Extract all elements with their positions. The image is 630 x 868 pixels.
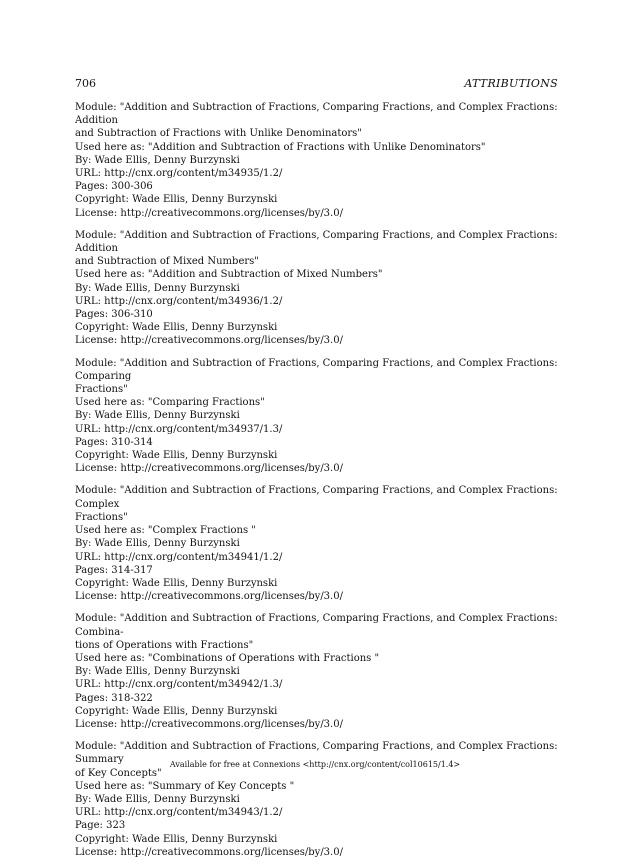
module-line: Fractions" — [75, 511, 128, 523]
copyright: Copyright: Wade Ellis, Denny Burzynski — [75, 577, 278, 589]
module-line: and Subtraction of Mixed Numbers" — [75, 256, 259, 268]
module-line: Module: "Addition and Subtraction of Fractions, Comparing Fractions, and Complex Fractions: Addition — [75, 102, 558, 127]
running-title: ATTRIBUTIONS — [464, 77, 558, 90]
attribution-list — [75, 101, 558, 868]
page-range: Pages: 306-310 — [75, 309, 153, 321]
authors: By: Wade Ellis, Denny Burzynski — [75, 410, 240, 422]
page-header — [75, 77, 558, 93]
copyright: Copyright: Wade Ellis, Denny Burzynski — [75, 450, 278, 462]
page-footer: Available for free at Connexions <http://cnx.org/content/col10615/1.4> — [169, 760, 461, 769]
module-line: and Subtraction of Fractions with Unlike Denominators" — [75, 128, 362, 140]
authors: By: Wade Ellis, Denny Burzynski — [75, 538, 240, 550]
copyright: Copyright: Wade Ellis, Denny Burzynski — [75, 833, 278, 845]
used-here-as: Used here as: "Addition and Subtraction of Fractions with Unlike Denominators" — [75, 141, 486, 153]
module-url: URL: http://cnx.org/content/m34935/1.2/ — [75, 168, 283, 180]
license: License: http://creativecommons.org/licenses/by/3.0/ — [75, 207, 343, 219]
module-url: URL: http://cnx.org/content/m34937/1.3/ — [75, 423, 283, 435]
module-line: Module: "Addition and Subtraction of Fractions, Comparing Fractions, and Complex Fractions: Addition — [75, 229, 558, 255]
attribution-entry — [75, 612, 558, 731]
module-line: Module: "Addition and Subtraction of Fractions, Comparing Fractions, and Complex Fractions: Combina- — [75, 613, 558, 638]
attribution-entry — [75, 357, 558, 476]
attribution-entry — [75, 229, 558, 348]
copyright: Copyright: Wade Ellis, Denny Burzynski — [75, 322, 278, 334]
authors: By: Wade Ellis, Denny Burzynski — [75, 154, 240, 166]
used-here-as: Used here as: "Complex Fractions " — [75, 525, 256, 537]
module-url: URL: http://cnx.org/content/m34941/1.2/ — [75, 551, 283, 563]
used-here-as: Used here as: "Comparing Fractions" — [75, 397, 265, 409]
authors: By: Wade Ellis, Denny Burzynski — [75, 793, 240, 805]
page-range: Pages: 310-314 — [75, 436, 153, 448]
authors: By: Wade Ellis, Denny Burzynski — [75, 282, 240, 294]
copyright: Copyright: Wade Ellis, Denny Burzynski — [75, 705, 278, 717]
page-number: 706 — [75, 77, 96, 90]
license: License: http://creativecommons.org/licenses/by/3.0/ — [75, 591, 343, 603]
module-line: Module: "Addition and Subtraction of Fractions, Comparing Fractions, and Complex Fractions: Comparing — [75, 357, 558, 382]
license: License: http://creativecommons.org/licenses/by/3.0/ — [75, 718, 343, 730]
module-line: Fractions" — [75, 384, 128, 396]
module-line: tions of Operations with Fractions" — [75, 639, 254, 651]
page-range: Page: 323 — [75, 820, 126, 832]
used-here-as: Used here as: "Summary of Key Concepts " — [75, 780, 295, 792]
license: License: http://creativecommons.org/licenses/by/3.0/ — [75, 335, 343, 347]
module-url: URL: http://cnx.org/content/m34942/1.3/ — [75, 679, 283, 691]
page-range: Pages: 314-317 — [75, 564, 153, 576]
module-url: URL: http://cnx.org/content/m34943/1.2/ — [75, 807, 283, 819]
module-line: of Key Concepts" — [75, 767, 162, 779]
copyright: Copyright: Wade Ellis, Denny Burzynski — [75, 194, 278, 206]
page-range: Pages: 318-322 — [75, 692, 153, 704]
module-line: Module: "Addition and Subtraction of Fractions, Comparing Fractions, and Complex Fractions: Summary — [75, 741, 558, 766]
module-line: Module: "Addition and Subtraction of Fractions, Comparing Fractions, and Complex Fractions: Complex — [75, 485, 558, 510]
attribution-entry — [75, 101, 558, 220]
used-here-as: Used here as: "Combinations of Operations with Fractions " — [75, 652, 380, 664]
authors: By: Wade Ellis, Denny Burzynski — [75, 666, 240, 678]
attribution-entry — [75, 740, 558, 859]
page-range: Pages: 300-306 — [75, 181, 153, 193]
license: License: http://creativecommons.org/licenses/by/3.0/ — [75, 846, 343, 858]
used-here-as: Used here as: "Addition and Subtraction of Mixed Numbers" — [75, 269, 383, 281]
license: License: http://creativecommons.org/licenses/by/3.0/ — [75, 463, 343, 475]
module-url: URL: http://cnx.org/content/m34936/1.2/ — [75, 295, 283, 307]
attribution-entry — [75, 484, 558, 603]
